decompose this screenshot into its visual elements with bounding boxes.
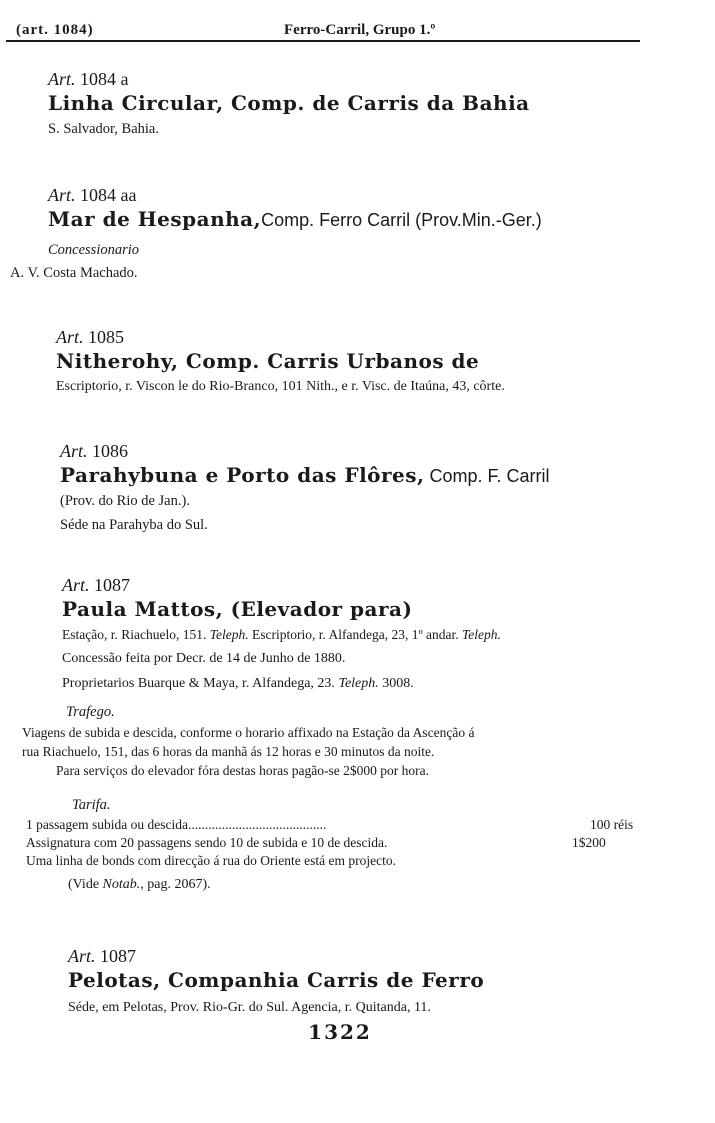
tarifa-label: Tarifa. bbox=[72, 797, 111, 813]
entry-1084a bbox=[48, 68, 530, 141]
trafego-line: rua Riachuelo, 151, das 6 horas da manhã ás 12 horas e 30 minutos da noite. bbox=[22, 744, 435, 759]
trafego-line: Viagens de subida e descida, conforme o horario affixado na Estação da Ascenção á bbox=[22, 725, 475, 740]
project-note: Uma linha de bonds com direcção á rua do Oriente está em projecto. bbox=[26, 853, 396, 868]
trafego-line: Para serviços do elevador fóra destas horas pagão-se 2$000 por hora. bbox=[56, 763, 429, 778]
entry-1085 bbox=[56, 326, 505, 399]
entry-1084aa bbox=[10, 184, 542, 285]
entry-1087-paula-mattos bbox=[22, 574, 634, 900]
article-number: Art. 1084 aa bbox=[48, 185, 137, 205]
tarifa-row: 1 passagem subida ou descida......................................... 100 réis bbox=[26, 817, 634, 832]
tarifa-row: Assignatura com 20 passagens sendo 10 de subida e 10 de descida. 1$200 bbox=[26, 835, 606, 850]
entry-seat: Séde na Parahyba do Sul. bbox=[60, 517, 208, 533]
running-head bbox=[16, 22, 640, 42]
concessionario-name: A. V. Costa Machado. bbox=[10, 265, 138, 281]
entry-address-line: Estação, r. Riachuelo, 151. Teleph. Escriptorio, r. Alfandega, 23, 1º andar. Teleph. bbox=[62, 627, 501, 642]
entry-1087-pelotas bbox=[68, 945, 484, 1022]
entry-title: Mar de Hespanha,Comp. Ferro Carril (Prov.Min.-Ger.) bbox=[48, 207, 542, 231]
article-number: Art. 1087 bbox=[68, 946, 137, 966]
entry-title: Paula Mattos, (Elevador para) bbox=[62, 597, 413, 621]
running-head-article: (art. 1084) bbox=[16, 22, 94, 38]
entry-title: Pelotas, Companhia Carris de Ferro bbox=[68, 968, 485, 992]
entry-title: Parahybuna e Porto das Flôres, Comp. F. Carril bbox=[60, 463, 550, 487]
article-number: Art. 1084 a bbox=[48, 69, 129, 89]
entry-title: Nitherohy, Comp. Carris Urbanos de bbox=[56, 349, 480, 373]
article-number: Art. 1086 bbox=[60, 441, 129, 461]
entry-address: Escriptorio, r. Viscon le do Rio-Branco, 101 Nith., e r. Visc. de Itaúna, 43, côrte. bbox=[56, 379, 505, 394]
entry-province: (Prov. do Rio de Jan.). bbox=[60, 493, 190, 509]
article-number: Art. 1085 bbox=[56, 327, 125, 347]
concession-line: Concessão feita por Decr. de 14 de Junho de 1880. bbox=[62, 651, 346, 666]
running-head-section: Ferro-Carril, Grupo 1.º bbox=[284, 22, 436, 38]
header-rule bbox=[6, 40, 640, 42]
owners-line: Proprietarios Buarque & Maya, r. Alfandega, 23. Teleph. 3008. bbox=[62, 676, 414, 691]
entry-address: Séde, em Pelotas, Prov. Rio-Gr. do Sul. Agencia, r. Quitanda, 11. bbox=[68, 1000, 431, 1015]
entry-1086 bbox=[60, 440, 550, 537]
concessionario-label: Concessionario bbox=[48, 242, 140, 258]
page-number: 1322 bbox=[308, 1020, 372, 1044]
vide-reference: (Vide Notab., pag. 2067). bbox=[68, 877, 211, 892]
entry-title: Linha Circular, Comp. de Carris da Bahia bbox=[48, 91, 530, 115]
article-number: Art. 1087 bbox=[62, 575, 131, 595]
trafego-label: Trafego. bbox=[66, 704, 115, 720]
entry-address: S. Salvador, Bahia. bbox=[48, 121, 159, 137]
